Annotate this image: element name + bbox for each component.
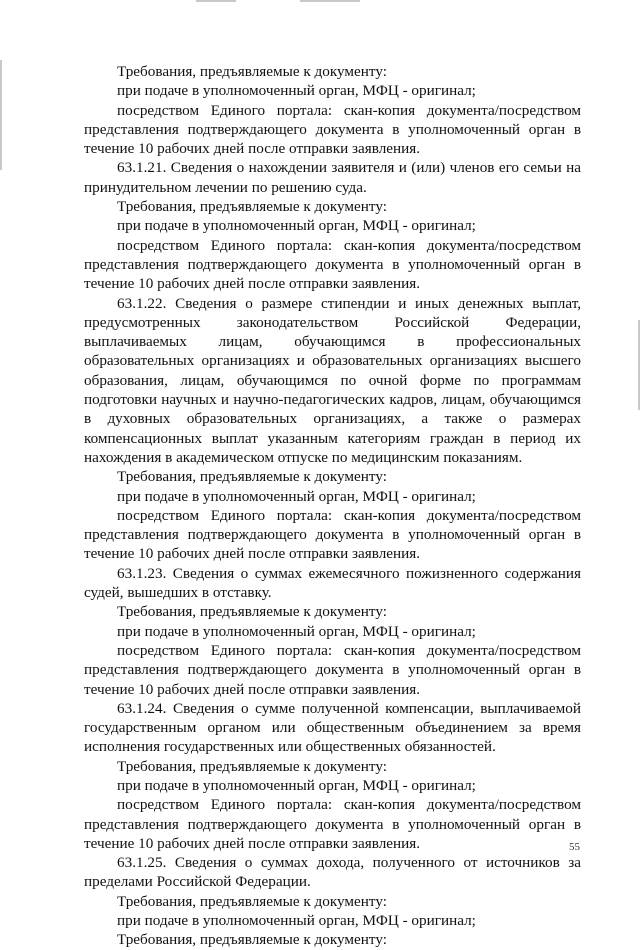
document-body [84, 62, 581, 950]
paragraph: посредством Единого портала: скан-копия документа/посредством представления подтверждающего документа в уполномоченный орган в течение 10 рабочих дней после отправки заявления. [84, 796, 581, 852]
paragraph: 63.1.22. Сведения о размере стипендии и иных денежных выплат, предусмотренных законодательством Российской Федерации, выплачиваемых лицам, обучающимся в профессиональных образовательных организациях и образовательных организациях высшего образования, лицам, обучающимся по очной форме по программам подготовки научных и научно-педагогических кадров, лицам, обучающимся в духовных образовательных организациях, а также о размерах компенсационных выплат указанным категориям граждан в период их нахождения в академическом отпуске по медицинским показаниям. [84, 294, 581, 466]
paragraph: 63.1.24. Сведения о сумме полученной компенсации, выплачиваемой государственным органом или общественным объединением за время исполнения государственных или общественных обязанностей. [84, 699, 581, 756]
paragraph: Требования, предъявляемые к документу: [117, 931, 387, 949]
paragraph: при подаче в уполномоченный орган, МФЦ - оригинал; [117, 776, 476, 794]
scan-mark-left-edge [0, 60, 2, 170]
paragraph: Требования, предъявляемые к документу: [117, 892, 387, 910]
paragraph: посредством Единого портала: скан-копия документа/посредством представления подтверждающего документа в уполномоченный орган в течение 10 рабочих дней после отправки заявления. [84, 506, 581, 563]
paragraph: при подаче в уполномоченный орган, МФЦ - оригинал; [117, 622, 476, 640]
paragraph: 63.1.21. Сведения о нахождении заявителя и (или) членов его семьи на принудительном лечении по решению суда. [84, 159, 581, 196]
page-number: 55 [569, 841, 580, 853]
paragraph: Требования, предъявляемые к документу: [117, 757, 387, 775]
paragraph: Требования, предъявляемые к документу: [117, 198, 387, 216]
scan-mark-top-left [196, 0, 236, 2]
scan-mark-top-right [300, 0, 360, 2]
paragraph: при подаче в уполномоченный орган, МФЦ - оригинал; [117, 82, 476, 100]
paragraph: посредством Единого портала: скан-копия документа/посредством представления подтверждающего документа в уполномоченный орган в течение 10 рабочих дней после отправки заявления. [84, 101, 581, 158]
paragraph: посредством Единого портала: скан-копия документа/посредством представления подтверждающего документа в уполномоченный орган в течение 10 рабочих дней после отправки заявления. [84, 641, 581, 698]
paragraph: Требования, предъявляемые к документу: [117, 468, 387, 486]
paragraph: Требования, предъявляемые к документу: [117, 63, 387, 80]
paragraph: при подаче в уполномоченный орган, МФЦ - оригинал; [117, 217, 476, 235]
paragraph: при подаче в уполномоченный орган, МФЦ - оригинал; [117, 912, 476, 930]
paragraph: при подаче в уполномоченный орган, МФЦ - оригинал; [117, 487, 476, 505]
paragraph: 63.1.25. Сведения о суммах дохода, полученного от источников за пределами Российской Федерации. [84, 854, 581, 891]
paragraph: Требования, предъявляемые к документу: [117, 603, 387, 621]
paragraph: 63.1.23. Сведения о суммах ежемесячного пожизненного содержания судей, вышедших в отставку. [84, 564, 581, 602]
paragraph: посредством Единого портала: скан-копия документа/посредством представления подтверждающего документа в уполномоченный орган в течение 10 рабочих дней после отправки заявления. [84, 236, 581, 293]
